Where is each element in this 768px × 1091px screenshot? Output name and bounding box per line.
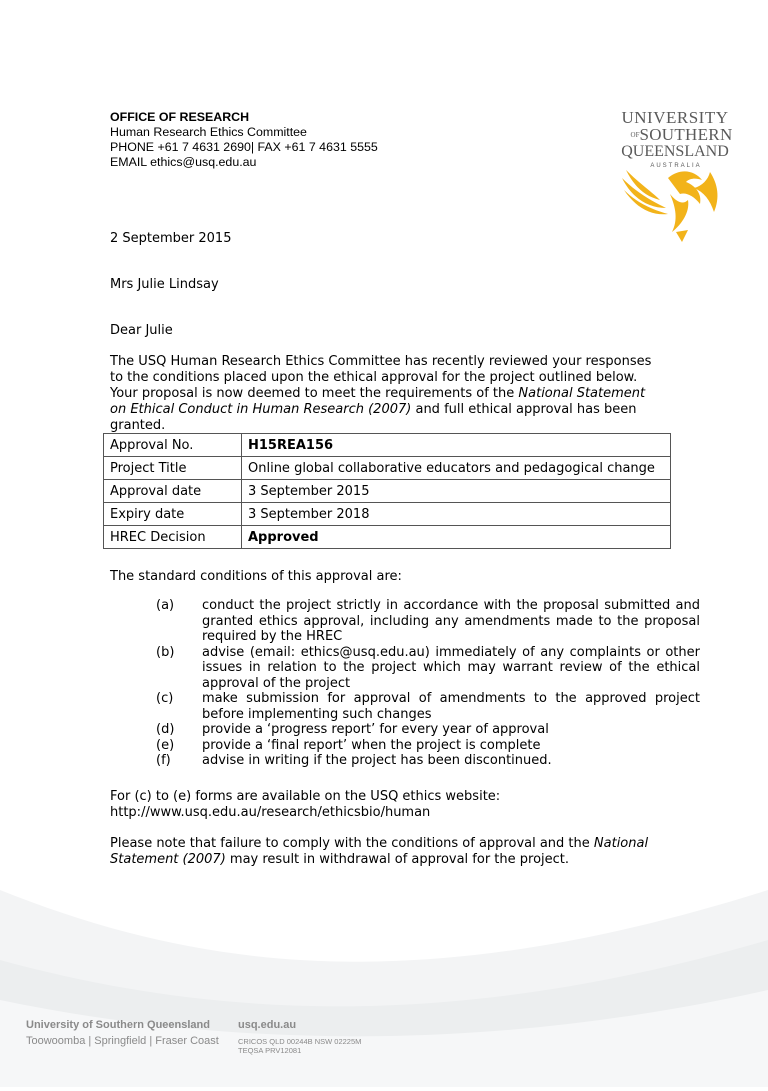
logo-line-queensland: QUEENSLAND [621,143,729,160]
phoenix-icon [622,170,717,242]
footer-cricos: CRICOS QLD 00244B NSW 02225M [238,1037,362,1046]
letter-date: 2 September 2015 [110,231,232,246]
condition-label: (f) [156,753,171,768]
condition-text: provide a ‘progress report’ for every year of approval [202,722,549,737]
condition-item [110,691,700,722]
office-title: OFFICE OF RESEARCH [110,110,250,124]
condition-item [110,598,700,645]
footer-campuses: Toowoomba | Springfield | Fraser Coast [26,1035,219,1047]
logo-line-university: UNIVERSITY [621,108,729,127]
condition-item [110,753,700,769]
intro-paragraph [110,354,655,434]
committee-name: Human Research Ethics Committee [110,125,307,139]
closing-text-1: Please note that failure to comply with the conditions of approval and the [110,836,594,851]
approval-field-label: Approval date [104,480,242,503]
office-header [110,110,378,170]
closing-text-2: may result in withdrawal of approval for the project. [225,852,570,867]
salutation: Dear Julie [110,323,173,338]
usq-logo [610,108,740,243]
conditions-intro: The standard conditions of this approval are: [110,569,402,584]
approval-field-value: 3 September 2015 [242,480,671,503]
condition-label: (b) [156,644,175,660]
approval-table [103,433,671,549]
approval-field-label: HREC Decision [104,526,242,549]
logo-line-southern: SOUTHERN [639,125,733,144]
approval-table-row [104,503,671,526]
approval-field-label: Approval No. [104,434,242,457]
approval-table-row [104,457,671,480]
footer-website: usq.edu.au [238,1019,297,1031]
phone-fax: PHONE +61 7 4631 2690| FAX +61 7 4631 5555 [110,140,378,154]
email-line: EMAIL ethics@usq.edu.au [110,155,257,169]
condition-text: provide a ‘final report’ when the project is complete [202,737,541,753]
condition-label: (c) [156,691,174,706]
national-statement-short: National Statement (2007) [110,836,649,867]
condition-item [110,738,700,754]
approval-field-label: Expiry date [104,503,242,526]
condition-text: conduct the project strictly in accordance with the proposal submitted and granted ethics approval, including any amendments made to the proposal required by the HREC [202,598,700,644]
approval-field-value: Online global collaborative educators and pedagogical change [242,457,671,480]
conditions-list [110,598,700,769]
condition-label: (d) [156,722,175,737]
condition-label: (a) [156,598,175,613]
national-statement-title: National Statement on Ethical Conduct in Human Research (2007) [110,386,646,417]
condition-text: advise in writing if the project has been discontinued. [202,753,552,768]
logo-line-of: OF [630,131,640,139]
approval-field-value: H15REA156 [242,434,671,457]
intro-text-1: The USQ Human Research Ethics Committee has recently reviewed your responses to the conditions placed upon the ethical approval for the project outlined below. Your proposal is now deemed to meet the requirements of the [110,354,652,401]
condition-item [110,645,700,692]
condition-label: (e) [156,737,175,753]
footer-registration [238,1037,361,1055]
approval-table-row [104,526,671,549]
logo-line-australia: AUSTRALIA [650,163,702,169]
forms-note [110,789,670,821]
intro-text-2: and full ethical approval has been granted. [110,402,637,433]
condition-text: make submission for approval of amendments to the approved project before implementing such changes [202,691,700,722]
approval-field-value: Approved [242,526,671,549]
condition-text: advise (email: ethics@usq.edu.au) immediately of any complaints or other issues in relation to the project which may warrant review of the ethical approval of the project [202,644,700,691]
recipient-name: Mrs Julie Lindsay [110,277,219,292]
approval-field-label: Project Title [104,457,242,480]
condition-item [110,722,700,738]
approval-field-value: 3 September 2018 [242,503,671,526]
footer-wave-graphic [0,850,768,1087]
ethics-website-url: http://www.usq.edu.au/research/ethicsbio/human [110,805,431,820]
approval-table-row [104,434,671,457]
forms-note-line: For (c) to (e) forms are available on the USQ ethics website: [110,789,501,804]
footer-teqsa: TEQSA PRV12081 [238,1046,302,1055]
footer-university-name: University of Southern Queensland [26,1019,210,1031]
approval-table-row [104,480,671,503]
